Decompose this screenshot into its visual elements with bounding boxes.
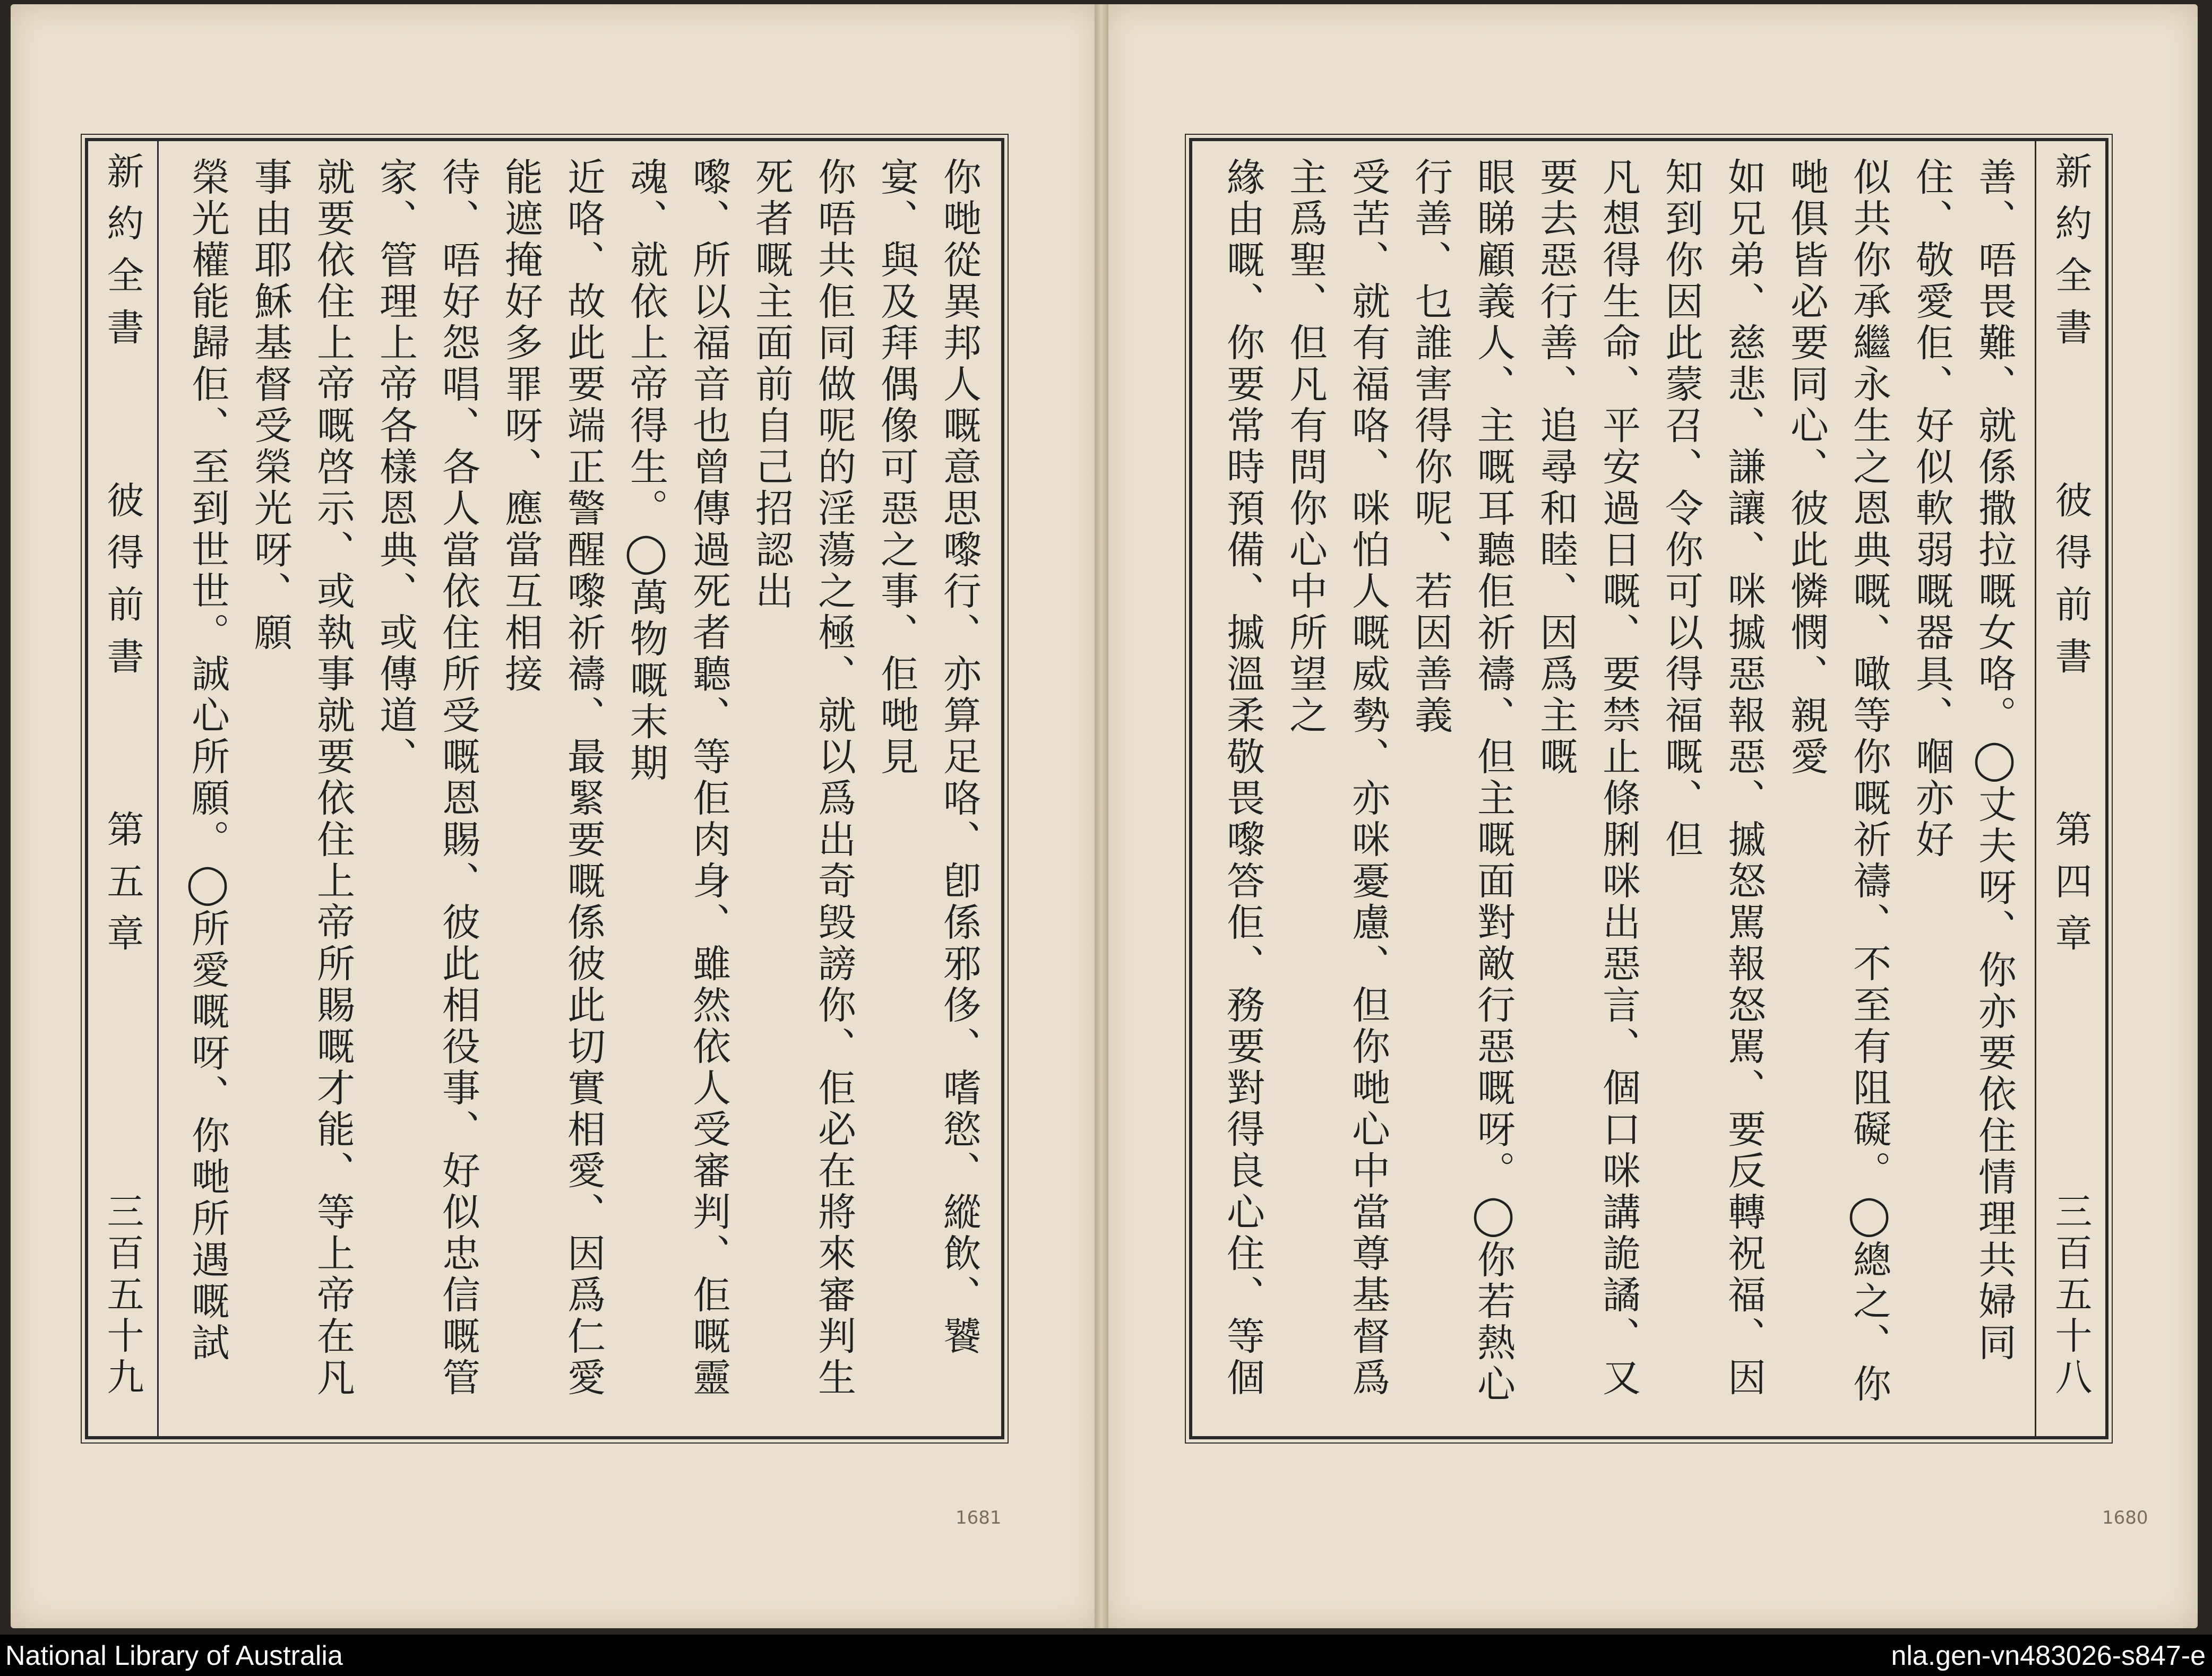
right-header-chapter: 第四章 — [2049, 810, 2093, 966]
book-gutter — [1095, 4, 1108, 1628]
left-text-column: 就要依住上帝嘅啓示、或執事就要依住上帝所賜嘅才能、等上帝在凡事由耶穌基督受榮光呀、願 — [248, 157, 355, 1399]
right-page-frame — [1189, 138, 2108, 1439]
right-page-header — [2035, 141, 2105, 1436]
left-header-page-number: 三百五十九 — [101, 1192, 144, 1399]
left-pencil-note: 1681 — [956, 1507, 1002, 1528]
right-header-page-number: 三百五十八 — [2049, 1192, 2093, 1399]
right-page-body-text — [1203, 157, 2026, 1420]
left-text-column: 榮光權能歸佢、至到世世。誠心所願。◯所愛嘅呀、你哋所遇嘅試 — [185, 157, 230, 1364]
right-text-column: 凡想得生命、平安過日嘅、要禁止條脷咪出惡言、個口咪講詭譎、又要去惡行善、追尋和睦、因爲主嘅 — [1534, 157, 1641, 1399]
right-text-column: 眼睇顧義人、主嘅耳聽佢祈禱、但主嘅面對敵行惡嘅呀。◯你若熱心行善、乜誰害得你呢、若因善義 — [1408, 157, 1516, 1405]
left-header-book: 彼得前書 — [101, 481, 144, 689]
right-text-column: 善、唔畏難、就係撒拉嘅女咯。◯丈夫呀、你亦要依住情理共婦同住、敬愛佢、好似軟弱嘅器具、嗰亦好 — [1909, 157, 2017, 1364]
footer-identifier: nla.gen-vn483026-s847-e — [1891, 1640, 2206, 1671]
right-text-column: 緣由嘅、你要常時預備、摵溫柔敬畏嚟答佢、務要對得良心住、等個 — [1220, 157, 1265, 1399]
left-text-column: 近咯、故此要端正警醒嚟祈禱、最緊要嘅係彼此切實相愛、因爲仁愛能遮掩好多罪呀、應當互相接 — [498, 157, 606, 1399]
left-text-column: 你哋從異邦人嘅意思嚟行、亦算足咯、卽係邪侈、嗜慾、縱飲、饕宴、與及拜偶像可惡之事、佢哋見 — [874, 157, 982, 1358]
right-text-column: 受苦、就有福咯、咪怕人嘅威勢、亦咪憂慮、但你哋心中當尊基督爲主爲聖、但凡有問你心中所望之 — [1283, 157, 1390, 1399]
right-pencil-note: 1680 — [2102, 1507, 2148, 1528]
left-page-body-text — [168, 157, 991, 1420]
footer-institution: National Library of Australia — [5, 1640, 343, 1671]
left-page-frame — [85, 138, 1004, 1439]
right-text-column: 如兄弟、慈悲、謙讓、咪摵惡報惡、摵怒駡報怒駡、要反轉祝福、因知到你因此蒙召、令你可以得福嘅、但 — [1659, 157, 1766, 1399]
left-text-column: 你唔共佢同做呢的淫蕩之極、就以爲出奇毁謗你、佢必在將來審判生死者嘅主面前自己招認出 — [749, 157, 856, 1399]
left-text-column: 待、唔好怨唱、各人當依住所受嘅恩賜、彼此相役事、好似忠信嘅管家、管理上帝各樣恩典、或傳道、 — [373, 157, 480, 1399]
right-text-column: 似共你承繼永生之恩典嘅、噉等你嘅祈禱、不至有阻礙。◯總之、你哋俱皆必要同心、彼此憐憫、親愛 — [1784, 157, 1891, 1405]
left-header-chapter: 第五章 — [101, 810, 144, 966]
footer-bar — [0, 1635, 2212, 1676]
right-header-book: 彼得前書 — [2049, 481, 2093, 689]
right-header-title: 新約全書 — [2049, 152, 2093, 360]
left-text-column: 嚟、所以福音也曾傳過死者聽、等佢肉身、雖然依人受審判、佢嘅靈魂、就依上帝得生。◯萬物嘅末期 — [624, 157, 731, 1399]
left-header-title: 新約全書 — [101, 152, 144, 360]
left-page-header — [88, 141, 159, 1436]
